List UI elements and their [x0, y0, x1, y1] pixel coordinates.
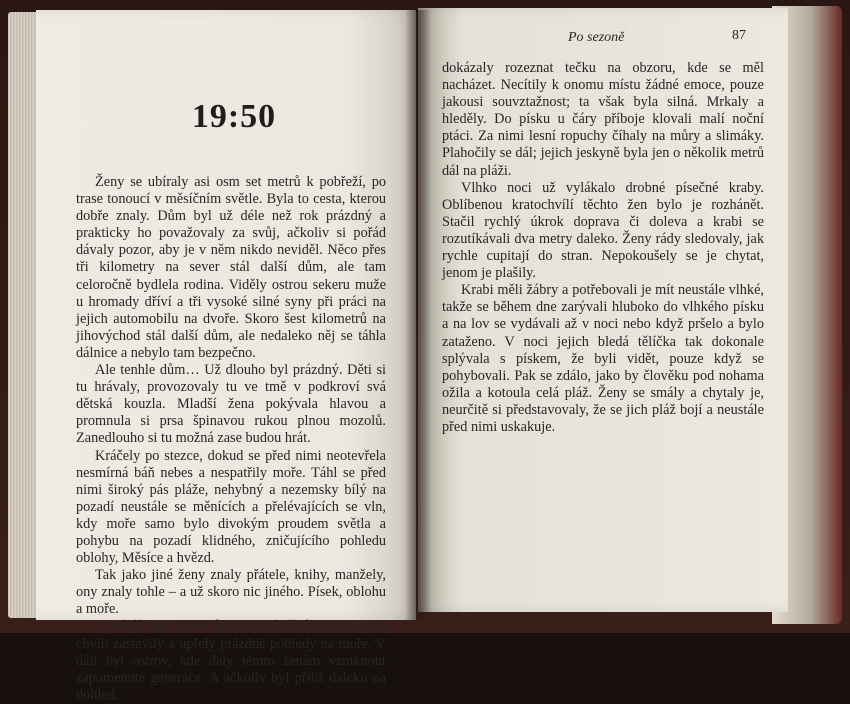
- paragraph: Ženy se ubíraly asi osm set metrů k pobřeží, po trase tonoucí v měsíčním světle. Byla to cesta, kterou dobře znaly. Dům byl už déle než rok prázdný a prakticky ho považovaly za svůj, ačkoliv si pořád dávaly pozor, aby je v něm nikdo neviděl. Něco přes tři kilometry na sever stál další dům, ale tam celoročně bydlela rodina. Viděly ostrou sekeru muže u hromady dříví a tři vysoké silné syny při práci na jejich automobilu na dvoře. Skoro šest kilometrů na jihovýchod stál další dům, ale nedaleko něj se táhla dálnice a nebylo tam bezpečno.: [76, 174, 386, 361]
- chapter-title: 19:50: [191, 98, 277, 135]
- book-gutter-shadow: [405, 10, 431, 620]
- paragraph: Kráčely po stezce, dokud se před nimi neotevřela nesmírná báň nebes a nespatřily moře. Táhl se před nimi široký pás pláže, nehybný a nezemsky bílý na pozadí neustále se měnících a přelévajících se vln, kdy moře samo bylo divokým proudem světla a pohybu na pozadí klidného, zničujícího pohledu oblohy, Měsíce a hvězd.: [76, 447, 386, 567]
- paragraph: dokázaly rozeznat tečku na obzoru, kde se měl nacházet. Necítily k onomu místu žádné emoce, pouze jakousi souvztažnost; ta však byla silná. Mrkaly a hleděly. Do písku u čáry příboje klovali malí noční ptáci. Za nimi lesní ropuchy číhaly na můry a slimáky. Plahočily se dál; jejich jeskyně byla jen o několik metrů dál na pláži.: [442, 60, 764, 179]
- right-page: [418, 8, 788, 612]
- left-page-text: [76, 174, 386, 704]
- left-page: [36, 10, 416, 703]
- paragraph: V místě, kde stezka ústila do písečných dun, se na chvíli zastavily a upřely prázdné pohledy na moře. V dáli byl ostrov, kde daly těmto ženám vzniknout zapomenuté generace. A ačkoliv byl příliš daleko na dohled,: [76, 618, 386, 703]
- running-head: Po sezoně: [568, 30, 625, 45]
- paragraph: Tak jako jiné ženy znaly přátele, knihy, manžely, ony znaly tohle – a už skoro nic jiného. Písek, oblohu a moře.: [76, 567, 386, 618]
- right-page-text: [442, 60, 764, 436]
- paragraph: Vlhko noci už vylákalo drobné písečné kraby. Oblíbenou kratochvílí těchto žen bylo je rozhánět. Stačil rychlý úkrok doprava či doleva a krabi se rozutíkávali dva metry daleko. Ženy rády sledovaly, jak rychle cupitají do stran. Nepokoušely se je chytat, jenom je plašily.: [442, 179, 764, 282]
- paragraph: Ale tenhle dům… Už dlouho byl prázdný. Děti si tu hrávaly, provozovaly tu ve tmě v podkroví svá dětská kouzla. Mladší žena pokývala hlavou a promnula si prsa špinavou rukou plnou mozolů. Zanedlouho si tu možná zase budou hrát.: [76, 362, 386, 447]
- page-number: 87: [732, 28, 746, 43]
- paragraph: Krabi měli žábry a potřebovali je mít neustále vlhké, takže se během dne zarývali hluboko do vlhkého písku a na lov se vydávali až v noci nebo když pršelo a bylo zataženo. V noci jejich bledá tělíčka tak dokonale splývala s pískem, že byli vidět, pouze když se pohybovali. Pak se zdálo, jako by člověku pod nohama ožila a kotoula celá pláž. Ženy se smály a chytaly je, neurčitě si představovaly, že se jich pláž bojí a neustále před nimi uskakuje.: [442, 282, 764, 435]
